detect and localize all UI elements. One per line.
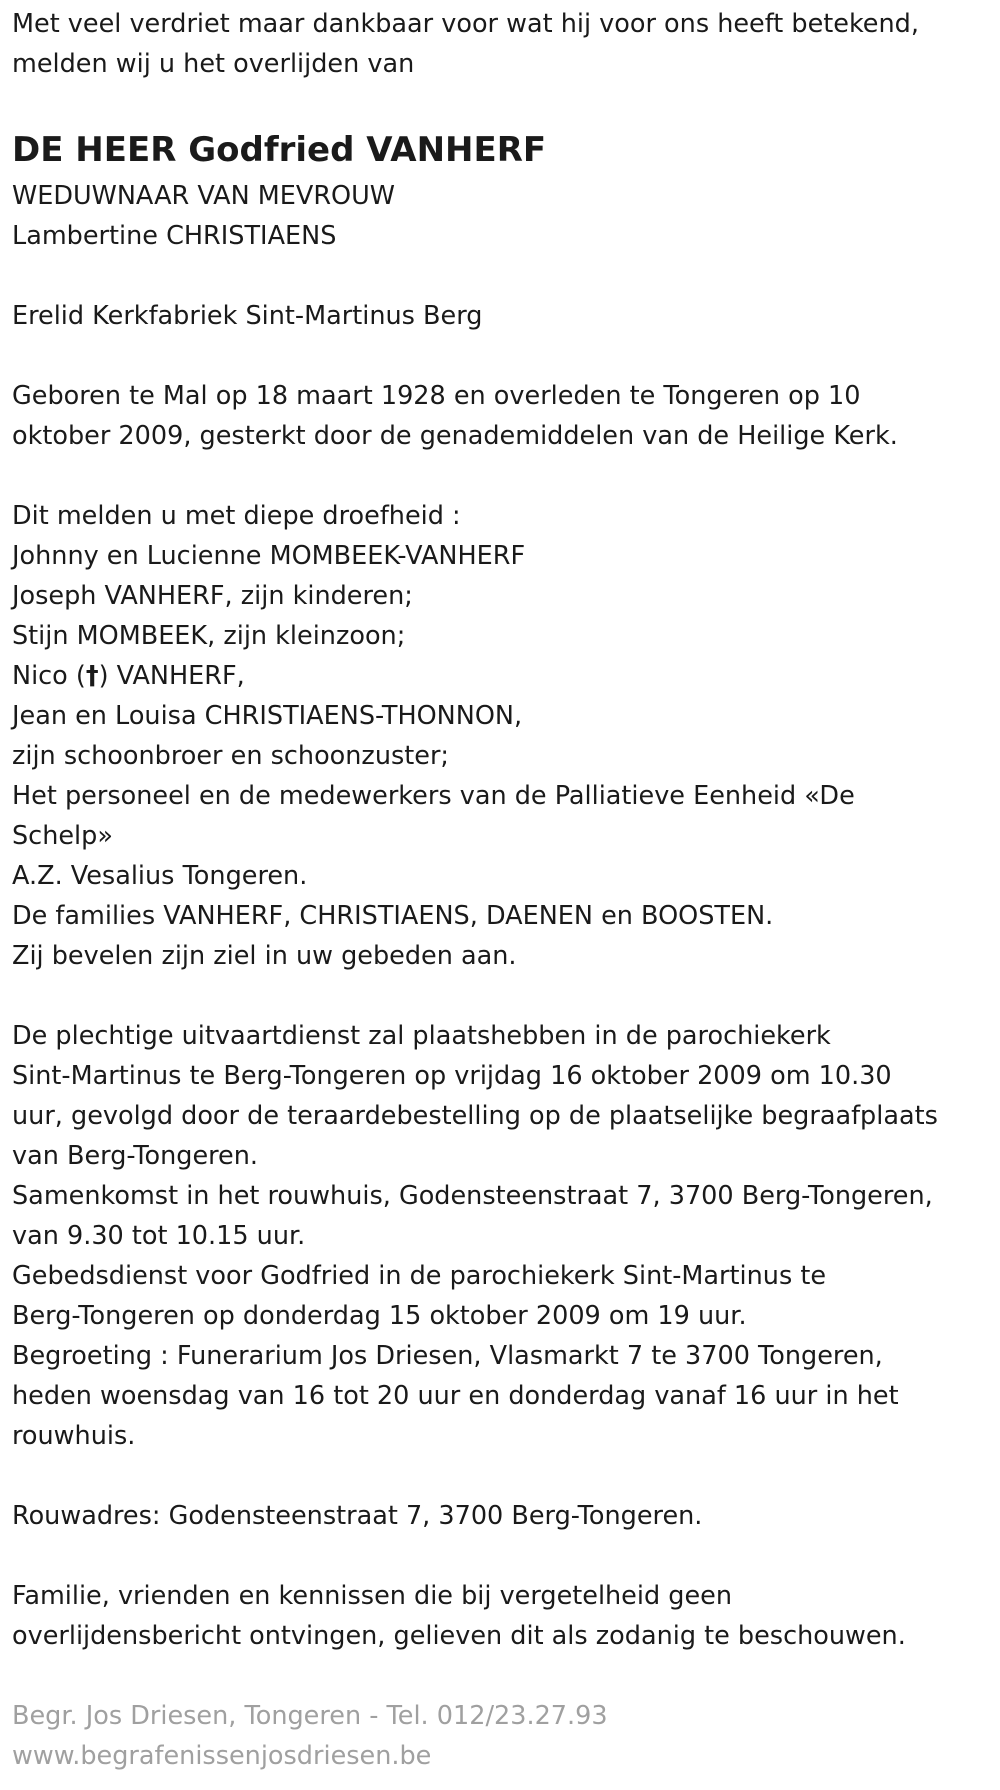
birth-death-line-2: oktober 2009, gesterkt door de genademiddelen van de Heilige Kerk. bbox=[12, 421, 898, 451]
birth-death-line-1: Geboren te Mal op 18 maart 1928 en overleden te Tongeren op 10 bbox=[12, 381, 861, 411]
family-line-6: zijn schoonbroer en schoonzuster; bbox=[12, 741, 450, 771]
undertaker-website: www.begrafenissenjosdriesen.be bbox=[12, 1741, 432, 1771]
spacer bbox=[12, 976, 988, 1016]
honor-line: Erelid Kerkfabriek Sint-Martinus Berg bbox=[12, 301, 483, 331]
family-line-10: De families VANHERF, CHRISTIAENS, DAENEN en BOOSTEN. bbox=[12, 901, 774, 931]
family-line-7: Het personeel en de medewerkers van de Palliatieve Eenheid «De bbox=[12, 781, 855, 811]
service-line-10: heden woensdag van 16 tot 20 uur en donderdag vanaf 16 uur in het bbox=[12, 1381, 899, 1411]
nico-prefix: Nico ( bbox=[12, 661, 86, 691]
service-line-6: van 9.30 tot 10.15 uur. bbox=[12, 1221, 306, 1251]
deceased-name-heading: DE HEER Godfried VANHERF bbox=[12, 130, 547, 170]
family-intro: Dit melden u met diepe droefheid : bbox=[12, 501, 461, 531]
spacer bbox=[12, 1536, 988, 1576]
mourning-address: Rouwadres: Godensteenstraat 7, 3700 Berg-Tongeren. bbox=[12, 1501, 703, 1531]
service-line-4: van Berg-Tongeren. bbox=[12, 1141, 259, 1171]
service-line-3: uur, gevolgd door de teraardebestelling op de plaatselijke begraafplaats bbox=[12, 1101, 938, 1131]
cross-icon: † bbox=[85, 661, 99, 691]
service-line-1: De plechtige uitvaartdienst zal plaatshebben in de parochiekerk bbox=[12, 1021, 831, 1051]
spouse-line-1: WEDUWNAAR VAN MEVROUW bbox=[12, 181, 395, 211]
nico-suffix: ) VANHERF, bbox=[98, 661, 245, 691]
family-line-8: Schelp» bbox=[12, 821, 113, 851]
family-line-3: Stijn MOMBEEK, zijn kleinzoon; bbox=[12, 621, 406, 651]
service-line-7: Gebedsdienst voor Godfried in de parochiekerk Sint-Martinus te bbox=[12, 1261, 827, 1291]
service-line-8: Berg-Tongeren op donderdag 15 oktober 2009 om 19 uur. bbox=[12, 1301, 747, 1331]
spacer bbox=[12, 84, 988, 124]
service-line-11: rouwhuis. bbox=[12, 1421, 136, 1451]
undertaker-contact: Begr. Jos Driesen, Tongeren - Tel. 012/23.27.93 bbox=[12, 1701, 608, 1731]
family-line-1: Johnny en Lucienne MOMBEEK-VANHERF bbox=[12, 541, 526, 571]
family-line-11: Zij bevelen zijn ziel in uw gebeden aan. bbox=[12, 941, 517, 971]
intro-line-2: melden wij u het overlijden van bbox=[12, 49, 415, 79]
spouse-line-2: Lambertine CHRISTIAENS bbox=[12, 221, 337, 251]
spacer bbox=[12, 1656, 988, 1696]
family-line-nico bbox=[12, 656, 988, 696]
service-line-5: Samenkomst in het rouwhuis, Godensteenstraat 7, 3700 Berg-Tongeren, bbox=[12, 1181, 933, 1211]
intro-line-1: Met veel verdriet maar dankbaar voor wat hij voor ons heeft betekend, bbox=[12, 9, 919, 39]
spacer bbox=[12, 256, 988, 296]
family-line-9: A.Z. Vesalius Tongeren. bbox=[12, 861, 308, 891]
family-line-2: Joseph VANHERF, zijn kinderen; bbox=[12, 581, 413, 611]
spacer bbox=[12, 1456, 988, 1496]
spacer bbox=[12, 456, 988, 496]
family-line-5: Jean en Louisa CHRISTIAENS-THONNON, bbox=[12, 701, 523, 731]
service-line-9: Begroeting : Funerarium Jos Driesen, Vlasmarkt 7 te 3700 Tongeren, bbox=[12, 1341, 883, 1371]
closing-line-2: overlijdensbericht ontvingen, gelieven dit als zodanig te beschouwen. bbox=[12, 1621, 906, 1651]
spacer bbox=[12, 336, 988, 376]
closing-line-1: Familie, vrienden en kennissen die bij vergetelheid geen bbox=[12, 1581, 732, 1611]
service-line-2: Sint-Martinus te Berg-Tongeren op vrijdag 16 oktober 2009 om 10.30 bbox=[12, 1061, 892, 1091]
